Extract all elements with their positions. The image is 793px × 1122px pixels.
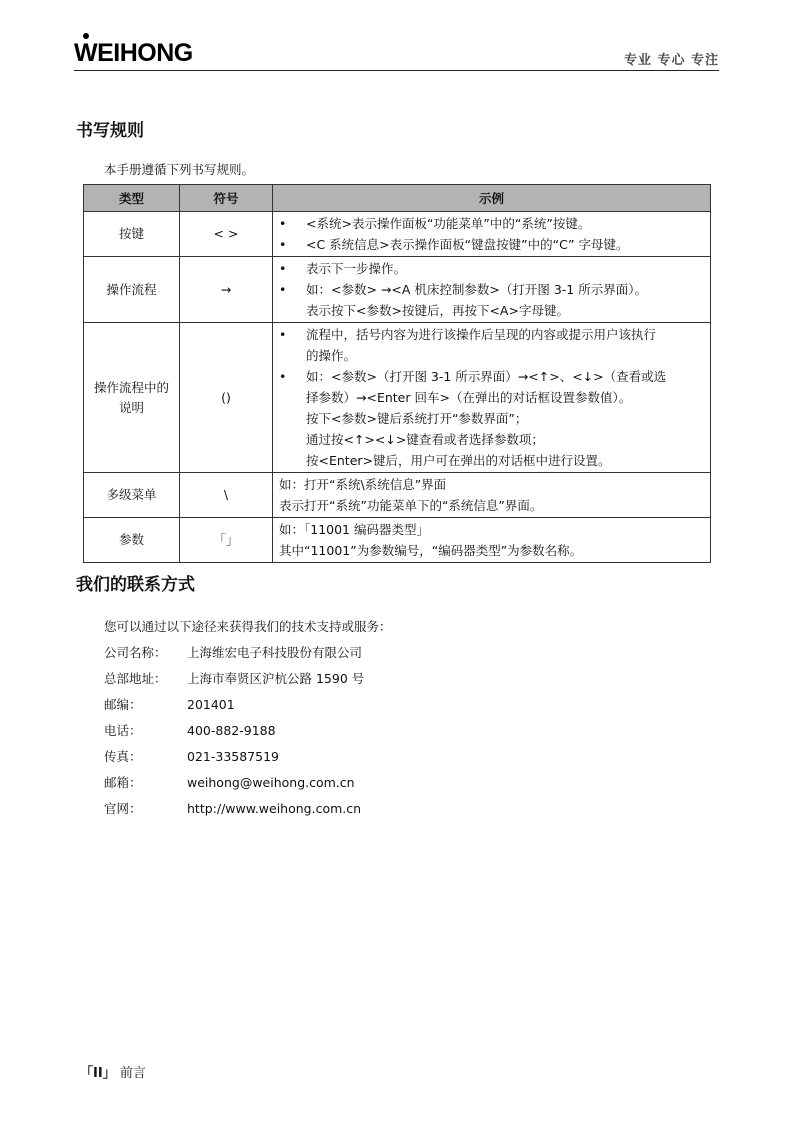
example-line: 如：打开“系统\系统信息”界面 bbox=[279, 477, 447, 492]
table-row bbox=[84, 473, 711, 518]
contact-row-email bbox=[104, 770, 392, 796]
contact-row-fax bbox=[104, 744, 392, 770]
contact-row-company bbox=[104, 640, 392, 666]
contact-label: 邮箱： bbox=[104, 775, 142, 790]
continuation-line: 表示按下<参数>按键后，再按下<A>字母键。 bbox=[306, 303, 569, 318]
row-symbol: 「」 bbox=[180, 518, 273, 563]
weihong-logo: WEIHONG bbox=[74, 39, 193, 68]
page-header bbox=[74, 36, 719, 71]
bullet-line: • <系统>表示操作面板“功能菜单”中的“系统”按键。 bbox=[279, 213, 704, 234]
row-example bbox=[273, 473, 711, 518]
page-footer bbox=[80, 1062, 146, 1081]
continuation-line: 的操作。 bbox=[306, 348, 357, 363]
rules-table bbox=[83, 184, 711, 563]
contact-row-website bbox=[104, 796, 392, 822]
bullet-line: • 流程中，括号内容为进行该操作后呈现的内容或提示用户该执行 bbox=[279, 324, 704, 345]
continuation-line: 按下<参数>键后系统打开“参数界面”； bbox=[306, 411, 528, 426]
rules-intro: 本手册遵循下列书写规则。 bbox=[104, 162, 255, 177]
continuation-line: 按<Enter>键后，用户可在弹出的对话框中进行设置。 bbox=[306, 453, 611, 468]
bullet-line: • <C 系统信息>表示操作面板“键盘按键”中的“C” 字母键。 bbox=[279, 234, 704, 255]
row-type: 操作流程 bbox=[84, 257, 180, 323]
contact-label: 邮编： bbox=[104, 697, 142, 712]
contact-email-link[interactable]: weihong@weihong.com.cn bbox=[187, 775, 355, 790]
row-example bbox=[273, 257, 711, 323]
bullet-line: • 表示下一步操作。 bbox=[279, 258, 704, 279]
contact-website-link[interactable]: http://www.weihong.com.cn bbox=[187, 801, 362, 816]
contact-row-address bbox=[104, 666, 392, 692]
contact-label: 传真： bbox=[104, 749, 142, 764]
continuation-line: 通过按<↑><↓>键查看或者选择参数项； bbox=[306, 432, 544, 447]
table-row bbox=[84, 212, 711, 257]
contact-list bbox=[104, 614, 392, 822]
row-type: 按键 bbox=[84, 212, 180, 257]
row-example bbox=[273, 212, 711, 257]
row-type: 参数 bbox=[84, 518, 180, 563]
logo-dot-icon bbox=[83, 33, 89, 39]
table-row bbox=[84, 518, 711, 563]
contact-label: 总部地址： bbox=[104, 671, 167, 686]
contact-label: 电话： bbox=[104, 723, 142, 738]
row-example bbox=[273, 323, 711, 473]
header-slogan: 专业 专心 专注 bbox=[623, 53, 719, 68]
rules-heading: 书写规则 bbox=[76, 121, 144, 141]
contact-row-phone bbox=[104, 718, 392, 744]
table-header-row bbox=[84, 185, 711, 212]
contact-value: 021-33587519 bbox=[187, 749, 279, 764]
row-symbol: () bbox=[180, 323, 273, 473]
row-type: 多级菜单 bbox=[84, 473, 180, 518]
contact-heading: 我们的联系方式 bbox=[76, 575, 195, 595]
contact-label: 官网： bbox=[104, 801, 142, 816]
column-header-type: 类型 bbox=[84, 185, 180, 212]
column-header-symbol: 符号 bbox=[180, 185, 273, 212]
footer-section: 前言 bbox=[119, 1066, 146, 1081]
table-row bbox=[84, 257, 711, 323]
example-line: 表示打开“系统”功能菜单下的“系统信息”界面。 bbox=[279, 498, 543, 513]
row-symbol: \ bbox=[180, 473, 273, 518]
example-line: 其中“11001”为参数编号，“编码器类型”为参数名称。 bbox=[279, 543, 583, 558]
contact-value: 上海市奉贤区沪杭公路 1590 号 bbox=[187, 671, 365, 686]
continuation-line: 择参数）→<Enter 回车>（在弹出的对话框设置参数值）。 bbox=[306, 390, 632, 405]
contact-value: 上海维宏电子科技股份有限公司 bbox=[187, 645, 363, 660]
row-example bbox=[273, 518, 711, 563]
bullet-line: • 如：<参数>（打开图 3-1 所示界面）→<↑>、<↓>（查看或选 bbox=[279, 366, 704, 387]
contact-label: 公司名称： bbox=[104, 645, 167, 660]
row-symbol: → bbox=[180, 257, 273, 323]
contact-value: 400-882-9188 bbox=[187, 723, 276, 738]
example-line: 如：「11001 编码器类型」 bbox=[279, 522, 429, 537]
column-header-example: 示例 bbox=[273, 185, 711, 212]
contact-row-postcode bbox=[104, 692, 392, 718]
contact-intro: 您可以通过以下途径来获得我们的技术支持或服务： bbox=[104, 619, 392, 634]
page-number: 「II」 bbox=[80, 1066, 116, 1081]
table-row bbox=[84, 323, 711, 473]
contact-value: 201401 bbox=[187, 697, 235, 712]
bullet-line: • 如：<参数> →<A 机床控制参数>（打开图 3-1 所示界面）。 bbox=[279, 279, 704, 300]
row-type: 操作流程中的说明 bbox=[84, 323, 180, 473]
row-symbol: < > bbox=[180, 212, 273, 257]
